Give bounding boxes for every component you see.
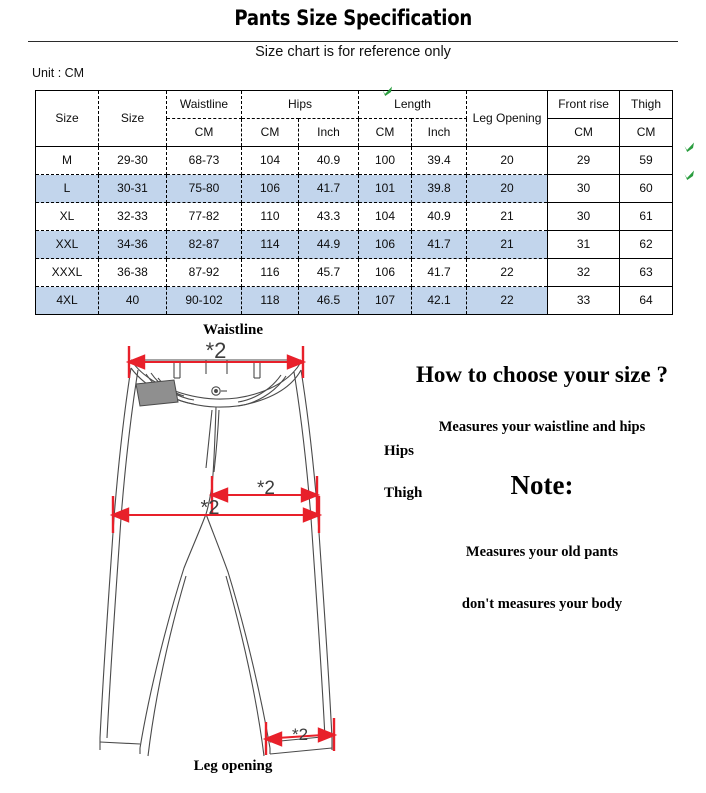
how-to-title: How to choose your size ? (416, 362, 668, 387)
cell-waistline-cm: 68-73 (167, 147, 242, 175)
table-row (36, 203, 673, 231)
green-check-icon (684, 142, 695, 153)
unit-label: Unit : CM (32, 66, 85, 80)
cell-front-rise: 30 (548, 175, 620, 203)
col-subheader-hips-inch: Inch (299, 119, 359, 147)
cell-size: 4XL (36, 287, 99, 315)
cell-length-inch: 39.4 (412, 147, 467, 175)
cell-hips-cm: 118 (242, 287, 299, 315)
cell-size: XXXL (36, 259, 99, 287)
cell-hips-inch: 44.9 (299, 231, 359, 259)
cell-length-cm: 107 (359, 287, 412, 315)
diagram-label-thigh: Thigh (384, 485, 423, 501)
col-header-hips: Hips (242, 91, 359, 119)
cell-length-inch: 41.7 (412, 231, 467, 259)
title-block (0, 6, 706, 30)
cell-size-number: 29-30 (99, 147, 167, 175)
table-row (36, 287, 673, 315)
cell-size: XXL (36, 231, 99, 259)
page-title: Pants Size Specification (234, 6, 472, 30)
cell-hips-inch: 43.3 (299, 203, 359, 231)
multiplier-hips: *2 (200, 497, 220, 519)
cell-size: L (36, 175, 99, 203)
cell-waistline-cm: 87-92 (167, 259, 242, 287)
table-row (36, 147, 673, 175)
size-specification-table (35, 90, 673, 315)
cell-leg-opening: 20 (467, 175, 548, 203)
table-row (36, 259, 673, 287)
cell-hips-cm: 110 (242, 203, 299, 231)
lower-section (0, 318, 706, 788)
cell-length-cm: 101 (359, 175, 412, 203)
table-row (36, 231, 673, 259)
col-header-leg-opening: Leg Opening (467, 91, 548, 147)
cell-waistline-cm: 75-80 (167, 175, 242, 203)
cell-hips-inch: 45.7 (299, 259, 359, 287)
note-instruction-2: don't measures your body (461, 596, 623, 612)
cell-leg-opening: 20 (467, 147, 548, 175)
cell-size-number: 32-33 (99, 203, 167, 231)
multiplier-waistline: *2 (205, 338, 227, 363)
cell-length-inch: 39.8 (412, 175, 467, 203)
cell-leg-opening: 22 (467, 259, 548, 287)
cell-front-rise: 33 (548, 287, 620, 315)
cell-size-number: 40 (99, 287, 167, 315)
cell-front-rise: 30 (548, 203, 620, 231)
col-subheader-length-cm: CM (359, 119, 412, 147)
cell-thigh: 59 (620, 147, 673, 175)
cell-hips-inch: 46.5 (299, 287, 359, 315)
cell-front-rise: 31 (548, 231, 620, 259)
cell-hips-cm: 104 (242, 147, 299, 175)
table-body (36, 147, 673, 315)
note-instruction-1: Measures your old pants (465, 544, 619, 560)
cell-length-inch: 41.7 (412, 259, 467, 287)
cell-length-cm: 106 (359, 259, 412, 287)
cell-thigh: 63 (620, 259, 673, 287)
col-header-size-letter: Size (36, 91, 99, 147)
cell-hips-cm: 114 (242, 231, 299, 259)
cell-waistline-cm: 77-82 (167, 203, 242, 231)
cell-length-cm: 100 (359, 147, 412, 175)
how-to-instruction-1: Measures your waistline and hips (438, 419, 646, 435)
col-subheader-waistline-cm: CM (167, 119, 242, 147)
pants-measurement-diagram (88, 318, 423, 788)
cell-leg-opening: 21 (467, 203, 548, 231)
cell-hips-cm: 106 (242, 175, 299, 203)
col-subheader-hips-cm: CM (242, 119, 299, 147)
cell-front-rise: 32 (548, 259, 620, 287)
cell-thigh: 62 (620, 231, 673, 259)
cell-front-rise: 29 (548, 147, 620, 175)
cell-length-inch: 42.1 (412, 287, 467, 315)
cell-length-cm: 106 (359, 231, 412, 259)
multiplier-leg-opening: *2 (291, 725, 309, 744)
cell-leg-opening: 21 (467, 231, 548, 259)
diagram-label-waistline: Waistline (202, 322, 263, 338)
col-header-size-number: Size (99, 91, 167, 147)
col-subheader-length-inch: Inch (412, 119, 467, 147)
title-divider (28, 41, 678, 42)
cell-size: XL (36, 203, 99, 231)
cell-leg-opening: 22 (467, 287, 548, 315)
pants-illustration (88, 318, 378, 788)
col-subheader-front-rise-cm: CM (548, 119, 620, 147)
cell-waistline-cm: 82-87 (167, 231, 242, 259)
cell-size: M (36, 147, 99, 175)
cell-hips-inch: 40.9 (299, 147, 359, 175)
col-header-waistline: Waistline (167, 91, 242, 119)
cell-hips-inch: 41.7 (299, 175, 359, 203)
col-header-length: Length (359, 91, 467, 119)
multiplier-thigh: *2 (257, 478, 275, 499)
cell-size-number: 34-36 (99, 231, 167, 259)
note-heading: Note: (510, 470, 574, 500)
cell-size-number: 30-31 (99, 175, 167, 203)
cell-thigh: 60 (620, 175, 673, 203)
col-header-front-rise: Front rise (548, 91, 620, 119)
cell-thigh: 64 (620, 287, 673, 315)
table-row (36, 175, 673, 203)
cell-thigh: 61 (620, 203, 673, 231)
page-subtitle: Size chart is for reference only (255, 44, 451, 60)
cell-waistline-cm: 90-102 (167, 287, 242, 315)
cell-hips-cm: 116 (242, 259, 299, 287)
cell-size-number: 36-38 (99, 259, 167, 287)
how-to-choose-panel (378, 318, 706, 638)
diagram-label-hips: Hips (384, 443, 415, 459)
col-subheader-thigh-cm: CM (620, 119, 673, 147)
table-header-row-1 (36, 91, 673, 119)
cell-length-inch: 40.9 (412, 203, 467, 231)
col-header-thigh: Thigh (620, 91, 673, 119)
diagram-label-leg-opening: Leg opening (193, 758, 273, 774)
green-check-icon (684, 170, 695, 181)
cell-length-cm: 104 (359, 203, 412, 231)
